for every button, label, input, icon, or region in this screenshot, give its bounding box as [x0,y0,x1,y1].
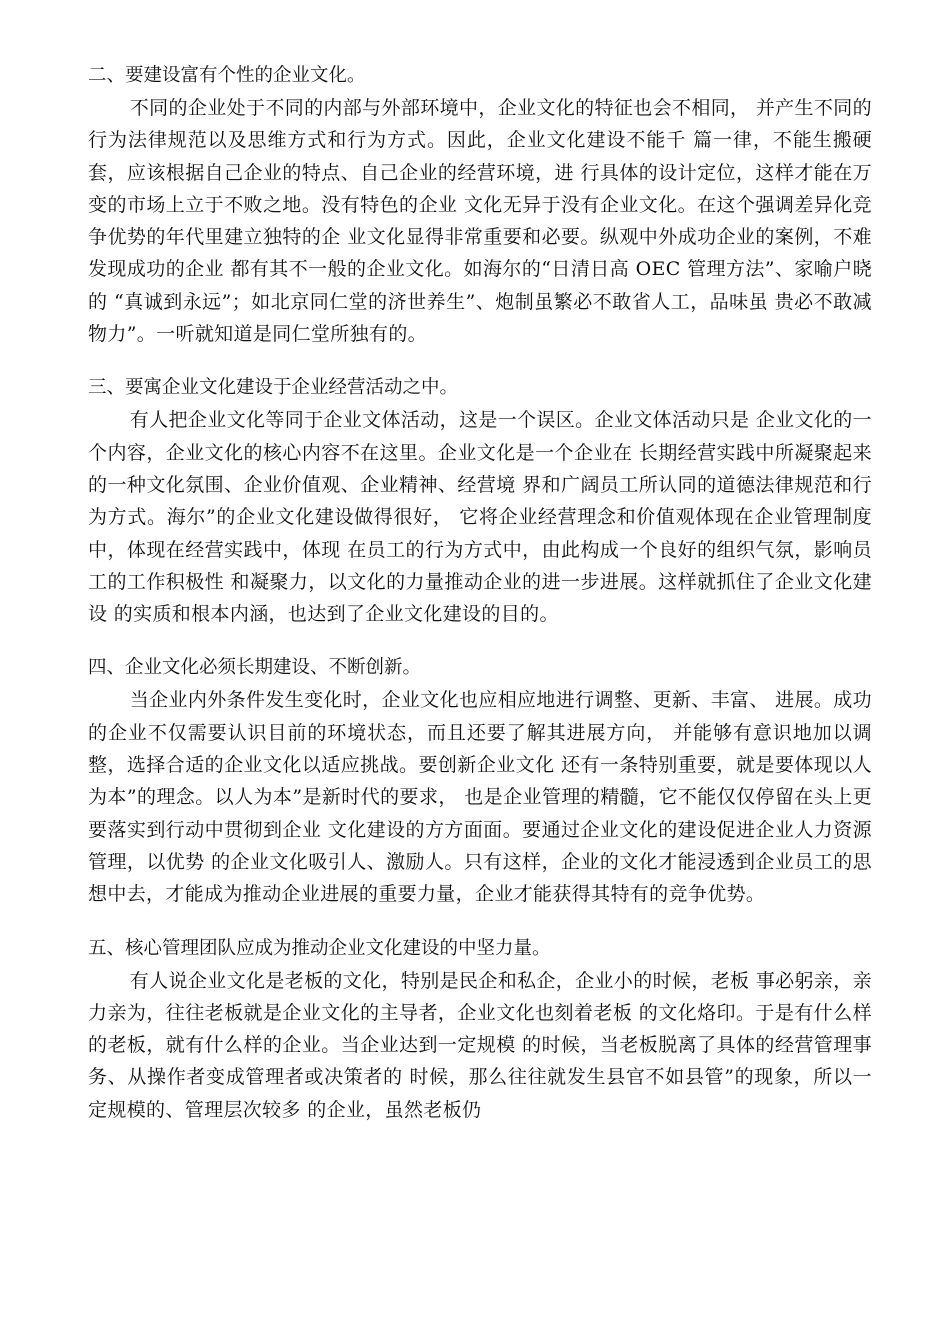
section-heading: 二、要建设富有个性的企业文化。 [88,65,366,86]
section-paragraph: 不同的企业处于不同的内部与外部环境中，企业文化的特征也会不相同， 并产生不同的行为法律规范以及思维方式和行为方式。因此，企业文化建设不能千 篇一律，不能生搬硬套，应该根据自己企业的特点、自己企业的经营环境，进 行具体的设计定位，这样才能在万变的市场上立于不败之地。没有特色的企业 文化无异于没有企业文化。在这个强调差异化竞争优势的年代里建立独特的企 业文化显得非常重要和必要。纵观中外成功企业的案例，不难发现成功的企业 都有其不一般的企业文化。如海尔的“日清日高 OEC 管理方法”、家喻户晓的 “真诚到永远”；如北京同仁堂的济世养生”、炮制虽繁必不敢省人工，品味虽 贵必不敢减物力”。一听就知道是同仁堂所独有的。 [88,97,872,346]
section-3 [88,372,872,630]
section-paragraph: 有人把企业文化等同于企业文体活动，这是一个误区。企业文体活动只是 企业文化的一个内容，企业文化的核心内容不在这里。企业文化是一个企业在 长期经营实践中所凝聚起来的一种文化氛围、企业价值观、企业精神、经营境 界和广阔员工所认同的道德法律规范和行为方式。海尔”的企业文化建设做得很好， 它将企业经营理念和价值观体现在企业管理制度中，体现在经营实践中，体现 在员工的行为方式中，由此构成一个良好的组织气氛，影响员工的工作积极性 和凝聚力，以文化的力量推动企业的进一步进展。这样就抓住了企业文化建设 的实质和根本内涵，也达到了企业文化建设的目的。 [88,409,872,626]
section-paragraph: 有人说企业文化是老板的文化，特别是民企和私企，企业小的时候，老板 事必躬亲，亲力亲为，往往老板就是企业文化的主导者，企业文化也刻着老板 的文化烙印。于是有什么样的老板，就有什么样的企业。当企业达到一定规模 的时候，当老板脱离了具体的经营管理事务、从操作者变成管理者或决策者的 时候，那么往往就发生县官不如县管”的现象，所以一定规模的、管理层次较多 的企业，虽然老板仍 [88,969,872,1121]
section-2 [88,60,872,350]
section-4 [88,652,872,910]
section-heading: 三、要寓企业文化建设于企业经营活动之中。 [88,377,459,399]
section-5 [88,933,872,1126]
section-heading: 四、企业文化必须长期建设、不断创新。 [88,657,422,679]
section-paragraph: 当企业内外条件发生变化时，企业文化也应相应地进行调整、更新、丰富、 进展。成功的企业不仅需要认识目前的环境状态，而且还要了解其进展方向， 并能够有意识地加以调整，选择合适的企业文化以适应挑战。要创新企业文化 还有一条特别重要，就是要体现以人为本”的理念。以人为本”是新时代的要求， 也是企业管理的精髓，它不能仅仅停留在头上更要落实到行动中贯彻到企业 文化建设的方方面面。要通过企业文化的建设促进企业人力资源管理，以优势 的企业文化吸引人、激励人。只有这样，企业的文化才能浸透到企业员工的思 想中去，才能成为推动企业进展的重要力量，企业才能获得其特有的竞争优势。 [88,689,872,906]
document-page [88,60,872,1148]
section-heading: 五、核心管理团队应成为推动企业文化建设的中坚力量。 [88,937,551,959]
